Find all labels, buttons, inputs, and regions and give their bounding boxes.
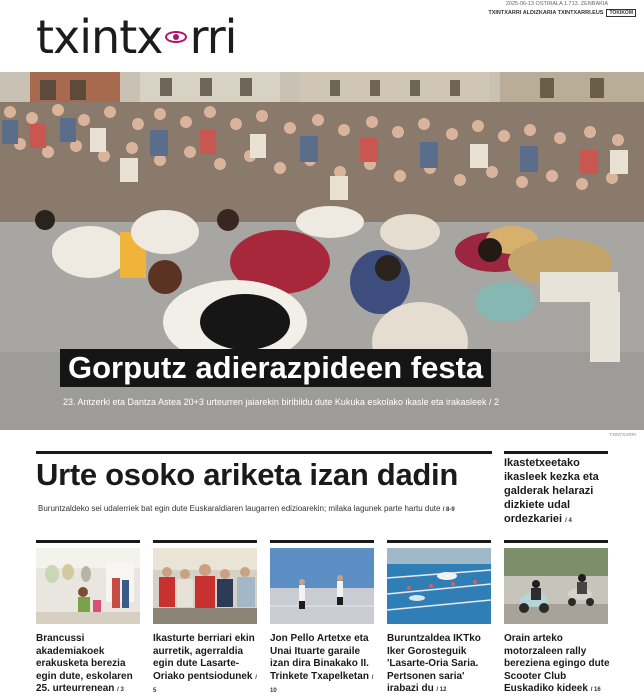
trinkete-photo (270, 548, 374, 624)
strip-title: Buruntzaldea IKTko Iker Gorosteguik 'Lasarte-Oria Saria. Pertsonen saria' irabazi du / 12 (387, 633, 481, 694)
strip-story[interactable] (270, 540, 378, 698)
hero-title[interactable]: Gorputz adierazpideen festa (68, 350, 484, 385)
page-ref: / 5 (153, 674, 257, 694)
page-ref: / 10 (270, 674, 374, 694)
tokikom-badge: TOKIKOM (606, 9, 636, 17)
txintxarri-logo[interactable]: txintx rri (36, 10, 237, 64)
strip-title: Jon Pello Artetxe eta Unai Ituarte garaile izan dira Binakako II. Trinkete Txapelketan / 10 (270, 633, 374, 694)
hero-caption: 23. Antzerki eta Dantza Astea 20+3 urteurren jaiarekin biribildu dute Kukuka eskolako ikasle eta irakasleek / 2 (63, 397, 500, 407)
strip-rule (270, 540, 374, 543)
strip-rule (153, 540, 257, 543)
publication-tagline: TXINTXARRI ALDIZKARIA TXINTXARRI.EUS TOKIKOM (488, 9, 636, 17)
swimming-pool-photo (387, 548, 491, 624)
photo-credit: TXINTXARRI (609, 432, 636, 437)
eye-icon (165, 31, 187, 43)
side-story-rule (504, 451, 608, 454)
exhibition-photo (36, 548, 140, 624)
strip-rule (504, 540, 608, 543)
scooter-rally-photo (504, 548, 608, 624)
main-story-rule (36, 451, 492, 454)
strip-rule (387, 540, 491, 543)
page-ref: / 8-9 (442, 507, 455, 513)
strip-title: Ikasturte berriari ekin aurretik, agerraldia egin dute Lasarte-Oriako pentsiodunek / 5 (153, 633, 257, 694)
strip-story[interactable] (36, 540, 144, 697)
page-ref: / 4 (565, 518, 572, 524)
strip-story[interactable] (387, 540, 495, 697)
main-headline[interactable]: Urte osoko ariketa izan dadin (36, 457, 458, 492)
masthead (0, 0, 644, 72)
page-ref: / 16 (590, 687, 601, 693)
hero-title-box (60, 349, 491, 387)
pensioners-photo (153, 548, 257, 624)
strip-story[interactable] (153, 540, 261, 698)
issue-date: 2025-06-13 OSTIRALA 1.713. ZENBAKIA (505, 1, 608, 7)
page-ref: / 3 (117, 687, 124, 693)
strip-rule (36, 540, 140, 543)
strip-title: Orain arteko motorzaleen rally bereziena egingo dute Scooter Club Euskadiko kideek / 16 (504, 633, 610, 694)
page-ref: / 12 (436, 687, 447, 693)
main-subhead: Buruntzaldeko sei udalerriek bat egin dute Euskaraldiaren laugarren edizioarekin; milaka lagunek parte hartu dute / 8-9 (38, 504, 455, 513)
hero-photo[interactable] (0, 72, 644, 430)
side-story-title[interactable]: Ikastetxeetako ikasleek kezka eta galderak helarazi dizkiete udal ordezkariei / 4 (504, 457, 599, 525)
strip-story[interactable] (504, 540, 612, 697)
logo-eye-letter (162, 14, 189, 60)
strip-title: Brancussi akademiakoek erakusketa berezia egin dute, eskolaren 25. urteurrenean / 3 (36, 633, 133, 694)
